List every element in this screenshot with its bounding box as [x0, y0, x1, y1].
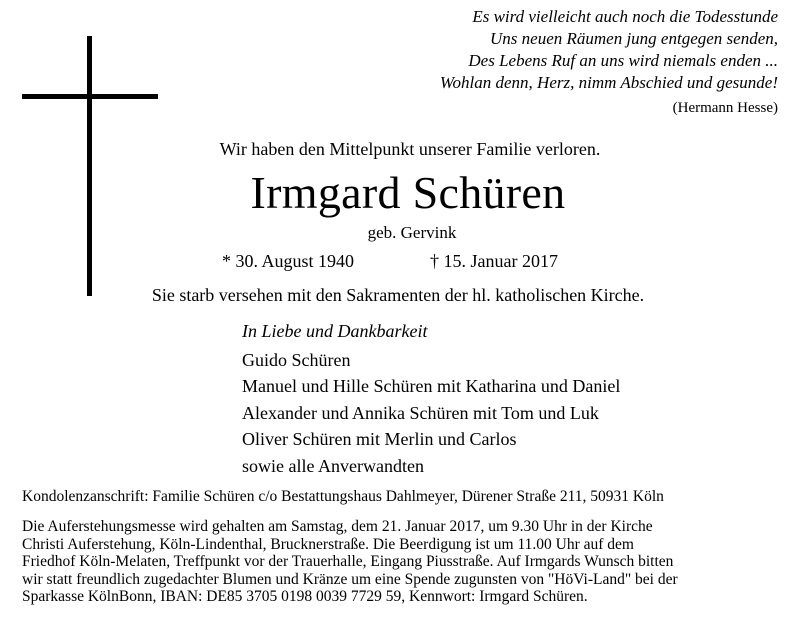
funeral-details	[22, 518, 784, 606]
family-member: Oliver Schüren mit Merlin und Carlos	[242, 429, 517, 449]
maiden-name: geb. Gervink	[367, 223, 457, 242]
sacrament-text: Sie starb versehen mit den Sakramenten der hl. katholischen Kirche.	[151, 285, 645, 305]
funeral-line: Sparkasse KölnBonn, IBAN: DE85 3705 0198 0039 7729 59, Kennwort: Irmgard Schüren.	[22, 588, 588, 605]
family-member: Guido Schüren	[242, 349, 351, 370]
condolence-address: Kondolenzanschrift: Familie Schüren c/o Bestattungshaus Dahlmeyer, Dürener Straße 211, 50931 Köln	[22, 488, 664, 505]
family-list	[242, 318, 620, 479]
intro-text: Wir haben den Mittelpunkt unserer Familie verloren.	[219, 139, 601, 159]
deceased-name: Irmgard Schüren	[250, 167, 566, 218]
poem	[258, 6, 778, 94]
poem-author: (Hermann Hesse)	[672, 100, 778, 116]
funeral-line: Christi Auferstehung, Köln-Lindenthal, Brucknerstraße. Die Beerdigung ist um 11.00 Uhr auf dem	[22, 535, 634, 553]
cross-icon-bar	[22, 94, 158, 99]
birth-date: * 30. August 1940	[222, 251, 355, 271]
family-member: Alexander und Annika Schüren mit Tom und Luk	[242, 402, 599, 423]
family-member: sowie alle Anverwandten	[242, 455, 424, 476]
funeral-line: Friedhof Köln-Melaten, Treffpunkt vor der Trauerhalle, Eingang Piusstraße. Auf Irmgards Wunsch bitten	[22, 553, 674, 570]
death-date: † 15. Januar 2017	[430, 251, 558, 271]
poem-line: Des Lebens Ruf an uns wird niemals enden ...	[468, 51, 778, 70]
family-member: Manuel und Hille Schüren mit Katharina und Daniel	[242, 376, 621, 396]
family-greeting: In Liebe und Dankbarkeit	[242, 321, 428, 341]
poem-line: Uns neuen Räumen jung entgegen senden,	[490, 29, 778, 48]
funeral-line: Die Auferstehungsmesse wird gehalten am Samstag, dem 21. Januar 2017, um 9.30 Uhr in der Kirche	[22, 518, 653, 535]
poem-line: Es wird vielleicht auch noch die Todesstunde	[472, 7, 778, 26]
funeral-line: wir statt freundlich zugedachter Blumen und Kränze um eine Spende zugunsten von "HöVi-Land" bei der	[22, 570, 678, 588]
poem-line: Wohlan denn, Herz, nimm Abschied und gesunde!	[439, 73, 778, 92]
